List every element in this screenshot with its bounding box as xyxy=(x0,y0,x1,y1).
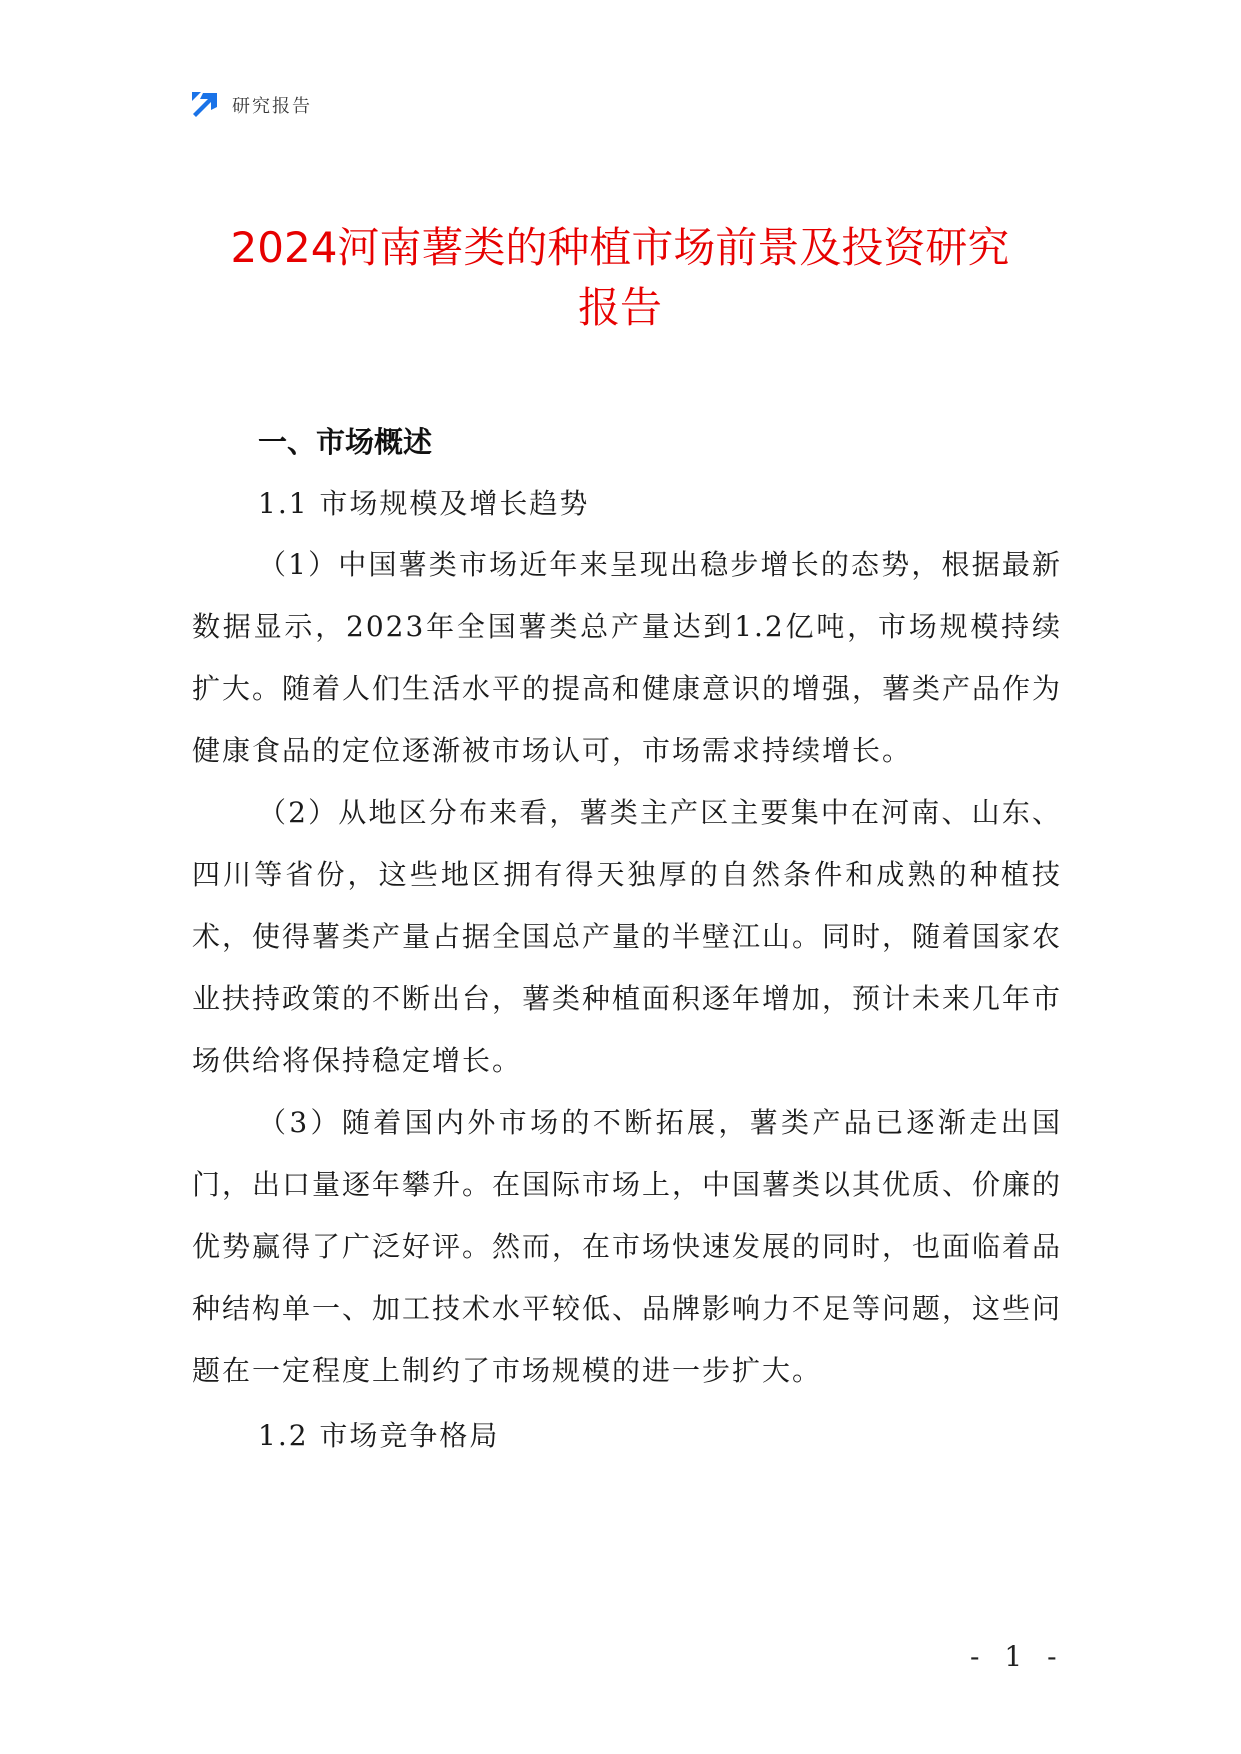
page-number: - 1 - xyxy=(970,1640,1065,1673)
paragraph-1: （1）中国薯类市场近年来呈现出稳步增长的态势，根据最新数据显示，2023年全国薯类总产量达到1.2亿吨，市场规模持续扩大。随着人们生活水平的提高和健康意识的增强，薯类产品作为健康食品的定位逐渐被市场认可，市场需求持续增长。 xyxy=(192,548,1063,767)
paragraph-2: （2）从地区分布来看，薯类主产区主要集中在河南、山东、四川等省份，这些地区拥有得天独厚的自然条件和成熟的种植技术，使得薯类产量占据全国总产量的半壁江山。同时，随着国家农业扶持政策的不断出台，薯类种植面积逐年增加，预计未来几年市场供给将保持稳定增长。 xyxy=(192,796,1063,1077)
title-line-1: 2024河南薯类的种植市场前景及投资研究 xyxy=(230,223,1010,272)
report-header xyxy=(190,88,312,122)
document-title xyxy=(170,218,1070,338)
title-line-2: 报告 xyxy=(577,283,662,332)
paragraph-3: （3）随着国内外市场的不断拓展，薯类产品已逐渐走出国门，出口量逐年攀升。在国际市场上，中国薯类以其优质、价廉的优势赢得了广泛好评。然而，在市场快速发展的同时，也面临着品种结构单一、加工技术水平较低、品牌影响力不足等问题，这些问题在一定程度上制约了市场规模的进一步扩大。 xyxy=(192,1106,1063,1387)
section-heading: 一、市场概述 xyxy=(258,425,433,459)
document-body xyxy=(192,412,1062,1466)
subsection-heading-1-2: 1.2 市场竞争格局 xyxy=(258,1419,500,1452)
arrow-up-right-icon xyxy=(190,90,220,120)
subsection-heading-1-1: 1.1 市场规模及增长趋势 xyxy=(258,487,590,520)
header-label: 研究报告 xyxy=(232,96,312,117)
